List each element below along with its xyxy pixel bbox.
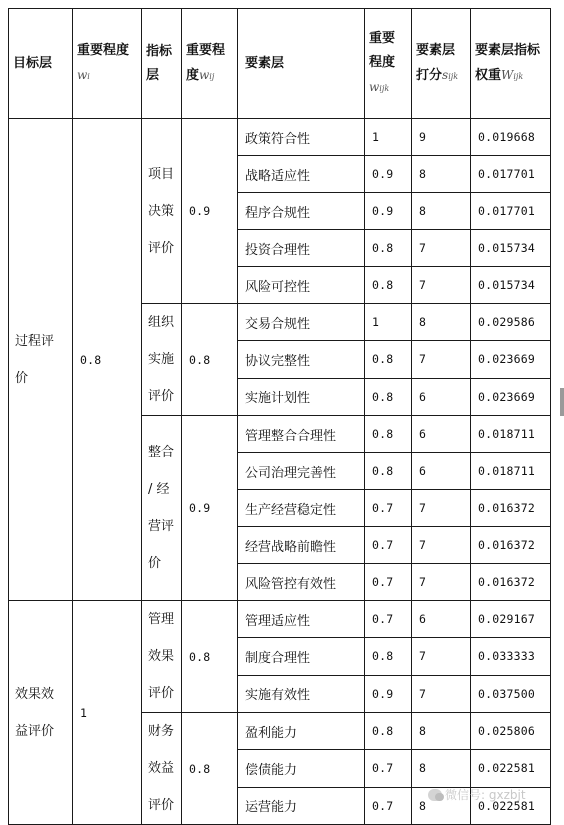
table-row: [9, 119, 551, 156]
element-name-cell: 风险可控性: [238, 267, 365, 304]
element-index-weight-cell: 0.015734: [471, 230, 551, 267]
table-body: [9, 9, 551, 825]
name-line: 财务: [148, 724, 175, 739]
element-name-cell: 盈利能力: [238, 713, 365, 750]
element-index-weight-cell: 0.015734: [471, 267, 551, 304]
element-index-weight-cell: 0.029167: [471, 601, 551, 638]
element-weight-cell: 0.8: [365, 267, 412, 304]
element-index-weight-symbol: Wijk: [501, 67, 524, 82]
element-score-cell: 8: [412, 193, 471, 230]
element-weight-symbol: wijk: [369, 79, 390, 94]
name-line: 管理: [148, 612, 175, 627]
element-score-cell: 7: [412, 638, 471, 675]
name-line: 过程评: [15, 333, 55, 349]
element-weight-cell: 0.8: [365, 638, 412, 675]
element-score-cell: 7: [412, 490, 471, 527]
element-name-cell: 协议完整性: [238, 341, 365, 378]
header-goal-layer: [9, 9, 73, 119]
element-index-weight-cell: 0.017701: [471, 193, 551, 230]
name-line: 益评价: [15, 723, 55, 739]
name-line: 组织: [148, 315, 175, 330]
element-name-cell: 运营能力: [238, 787, 365, 824]
header-goal-layer-text: 目标层: [13, 55, 53, 71]
element-name-cell: 生产经营稳定性: [238, 490, 365, 527]
header-indicator-layer-text: 指标层: [146, 43, 173, 83]
element-weight-cell: 0.9: [365, 193, 412, 230]
element-weight-cell: 0.8: [365, 341, 412, 378]
element-score-cell: 8: [412, 750, 471, 787]
indicator-weight-cell: 0.9: [182, 119, 238, 304]
name-line: 评价: [148, 240, 175, 256]
element-score-cell: 6: [412, 378, 471, 415]
element-score-cell: 8: [412, 304, 471, 341]
goal-name-cell: [9, 119, 73, 601]
element-score-cell: 6: [412, 601, 471, 638]
indicator-weight-cell: 0.8: [182, 713, 238, 825]
name-line: 实施: [148, 352, 175, 367]
indicator-weight-cell: 0.8: [182, 601, 238, 713]
element-score-cell: 7: [412, 230, 471, 267]
name-line: 价: [15, 370, 29, 386]
element-name-cell: 管理整合合理性: [238, 416, 365, 453]
header-goal-weight: [73, 9, 142, 119]
element-name-cell: 制度合理性: [238, 638, 365, 675]
table-row: [9, 601, 551, 638]
element-name-cell: 战略适应性: [238, 156, 365, 193]
element-name-cell: 公司治理完善性: [238, 453, 365, 490]
name-line: 项目: [148, 166, 175, 182]
watermark: [428, 786, 526, 803]
indicator-weight-symbol: wij: [199, 67, 215, 82]
name-line: 效果效: [15, 686, 55, 702]
indicator-name-cell: [142, 119, 182, 304]
element-weight-cell: 0.8: [365, 416, 412, 453]
watermark-text: 微信号: gxzbjt: [445, 788, 526, 802]
header-element-weight-text: 重要程度: [369, 30, 396, 70]
goal-name-cell: [9, 601, 73, 825]
indicator-weight-cell: 0.9: [182, 416, 238, 601]
header-goal-weight-text: 重要程度: [77, 42, 130, 58]
element-score-cell: 8: [412, 156, 471, 193]
element-index-weight-cell: 0.025806: [471, 713, 551, 750]
name-line: 整合: [148, 445, 175, 460]
goal-weight-cell: 1: [73, 601, 142, 825]
header-element-weight: [365, 9, 412, 119]
element-weight-cell: 0.7: [365, 564, 412, 601]
name-line: 决策: [148, 203, 175, 219]
indicator-weight-cell: 0.8: [182, 304, 238, 416]
goal-weight-symbol: wi: [77, 67, 90, 82]
element-weight-cell: 0.8: [365, 230, 412, 267]
indicator-name-cell: [142, 713, 182, 825]
goal-weight-cell: 0.8: [73, 119, 142, 601]
element-index-weight-cell: 0.029586: [471, 304, 551, 341]
evaluation-index-table: [8, 8, 551, 825]
indicator-name-cell: [142, 416, 182, 601]
name-line: 效果: [148, 649, 175, 664]
element-index-weight-cell: 0.023669: [471, 341, 551, 378]
element-score-cell: 7: [412, 267, 471, 304]
element-index-weight-cell: 0.016372: [471, 490, 551, 527]
header-element-score-text: 要素层打分: [416, 42, 456, 83]
header-indicator-weight-text: 重要程度: [186, 42, 226, 83]
element-score-cell: 7: [412, 341, 471, 378]
name-line: 评价: [148, 686, 175, 701]
element-index-weight-cell: 0.037500: [471, 675, 551, 712]
element-index-weight-cell: 0.016372: [471, 564, 551, 601]
indicator-name-cell: [142, 601, 182, 713]
element-index-weight-cell: 0.016372: [471, 527, 551, 564]
element-weight-cell: 0.8: [365, 713, 412, 750]
header-indicator-layer: [142, 9, 182, 119]
header-element-index-weight-text: 要素层指标权重: [475, 42, 541, 83]
element-name-cell: 交易合规性: [238, 304, 365, 341]
element-name-cell: 投资合理性: [238, 230, 365, 267]
element-weight-cell: 0.7: [365, 750, 412, 787]
element-score-cell: 7: [412, 675, 471, 712]
element-name-cell: 偿债能力: [238, 750, 365, 787]
element-score-cell: 7: [412, 564, 471, 601]
element-name-cell: 程序合规性: [238, 193, 365, 230]
name-line: 效益: [148, 761, 175, 776]
element-name-cell: 风险管控有效性: [238, 564, 365, 601]
element-weight-cell: 1: [365, 119, 412, 156]
element-name-cell: 实施有效性: [238, 675, 365, 712]
element-weight-cell: 0.8: [365, 453, 412, 490]
element-index-weight-cell: 0.033333: [471, 638, 551, 675]
element-weight-cell: 0.9: [365, 675, 412, 712]
element-index-weight-cell: 0.023669: [471, 378, 551, 415]
element-name-cell: 实施计划性: [238, 378, 365, 415]
header-element-score: [412, 9, 471, 119]
header-element-layer-text: 要素层: [245, 55, 285, 71]
element-index-weight-cell: 0.019668: [471, 119, 551, 156]
element-weight-cell: 0.7: [365, 601, 412, 638]
name-line: 评价: [148, 389, 175, 404]
element-score-cell: 7: [412, 527, 471, 564]
element-index-weight-cell: 0.017701: [471, 156, 551, 193]
name-line: 价: [148, 556, 162, 571]
indicator-name-cell: [142, 304, 182, 416]
name-line: 营评: [148, 519, 175, 534]
header-row: [9, 9, 551, 119]
element-weight-cell: 0.7: [365, 490, 412, 527]
name-line: 评价: [148, 798, 175, 813]
element-name-cell: 政策符合性: [238, 119, 365, 156]
element-score-cell: 8: [412, 713, 471, 750]
element-weight-cell: 1: [365, 304, 412, 341]
wechat-icon: [428, 789, 442, 801]
element-name-cell: 管理适应性: [238, 601, 365, 638]
element-score-cell: 6: [412, 453, 471, 490]
element-weight-cell: 0.8: [365, 378, 412, 415]
element-score-symbol: sijk: [442, 67, 459, 82]
element-weight-cell: 0.7: [365, 527, 412, 564]
element-weight-cell: 0.7: [365, 787, 412, 824]
name-line: / 经: [148, 482, 170, 497]
element-index-weight-cell: 0.018711: [471, 416, 551, 453]
header-element-index-weight: [471, 9, 551, 119]
element-index-weight-cell: 0.018711: [471, 453, 551, 490]
element-score-cell: 8: [412, 787, 471, 824]
element-name-cell: 经营战略前瞻性: [238, 527, 365, 564]
header-element-layer: [238, 9, 365, 119]
element-weight-cell: 0.9: [365, 156, 412, 193]
header-indicator-weight: [182, 9, 238, 119]
element-score-cell: 9: [412, 119, 471, 156]
element-score-cell: 6: [412, 416, 471, 453]
element-index-weight-cell: 0.022581: [471, 750, 551, 787]
scroll-edge-marker: [560, 388, 564, 416]
element-index-weight-cell: 0.022581: [471, 787, 551, 824]
